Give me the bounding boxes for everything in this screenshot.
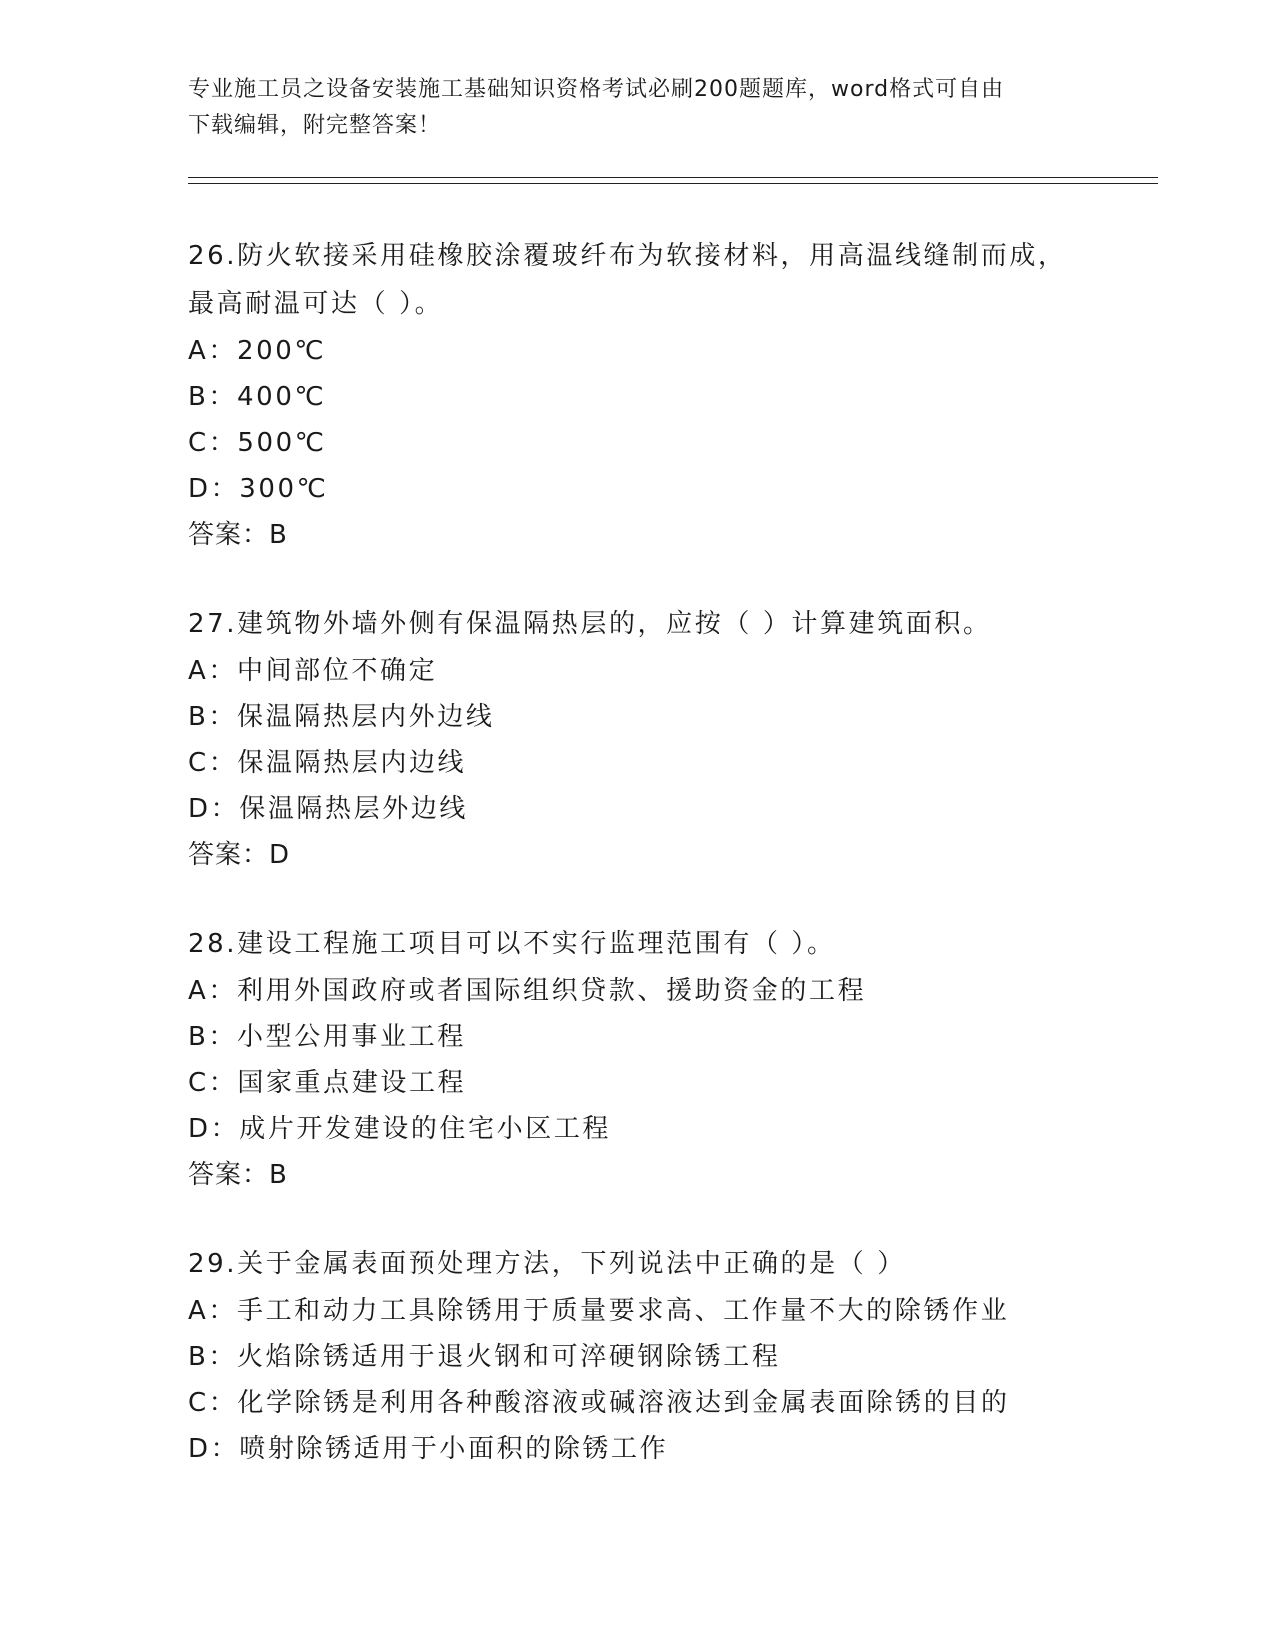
answer: 答案：B (188, 1160, 288, 1190)
option-a: A：利用外国政府或者国际组织贷款、援助资金的工程 (188, 976, 867, 1006)
header-divider-bottom (188, 183, 1158, 184)
question-27 (188, 600, 1088, 878)
option-c: C：保温隔热层内边线 (188, 748, 467, 778)
question-stem-line: 27.建筑物外墙外侧有保温隔热层的，应按（ ）计算建筑面积。 (188, 609, 992, 639)
question-stem-line: 最高耐温可达（ ）。 (188, 289, 444, 319)
option-b: B：400℃ (188, 382, 327, 412)
option-b: B：保温隔热层内外边线 (188, 702, 495, 732)
option-a: A：手工和动力工具除锈用于质量要求高、工作量不大的除锈作业 (188, 1296, 1010, 1326)
header-line-2: 下载编辑，附完整答案！ (188, 113, 442, 138)
question-29 (188, 1240, 1088, 1472)
option-d: D：300℃ (188, 474, 329, 504)
option-d: D：成片开发建设的住宅小区工程 (188, 1114, 612, 1144)
document-header (188, 72, 1088, 144)
option-b: B：火焰除锈适用于退火钢和可淬硬钢除锈工程 (188, 1342, 781, 1372)
option-c: C：化学除锈是利用各种酸溶液或碱溶液达到金属表面除锈的目的 (188, 1388, 1010, 1418)
answer: 答案：B (188, 520, 288, 550)
header-line-1: 专业施工员之设备安装施工基础知识资格考试必刷200题题库，word格式可自由 (188, 77, 1005, 102)
option-c: C：500℃ (188, 428, 327, 458)
question-stem-line: 26.防火软接采用硅橡胶涂覆玻纤布为软接材料，用高温线缝制而成， (188, 241, 1067, 271)
question-stem-line: 29.关于金属表面预处理方法，下列说法中正确的是（ ） (188, 1249, 906, 1279)
question-26 (188, 232, 1088, 558)
option-c: C：国家重点建设工程 (188, 1068, 467, 1098)
option-b: B：小型公用事业工程 (188, 1022, 466, 1052)
option-a: A：中间部位不确定 (188, 656, 438, 686)
option-d: D：喷射除锈适用于小面积的除锈工作 (188, 1434, 669, 1464)
option-a: A：200℃ (188, 336, 327, 366)
option-d: D：保温隔热层外边线 (188, 794, 469, 824)
question-28 (188, 920, 1088, 1198)
question-stem-line: 28.建设工程施工项目可以不实行监理范围有（ ）。 (188, 929, 836, 959)
answer: 答案：D (188, 840, 291, 870)
header-divider-top (188, 177, 1158, 178)
